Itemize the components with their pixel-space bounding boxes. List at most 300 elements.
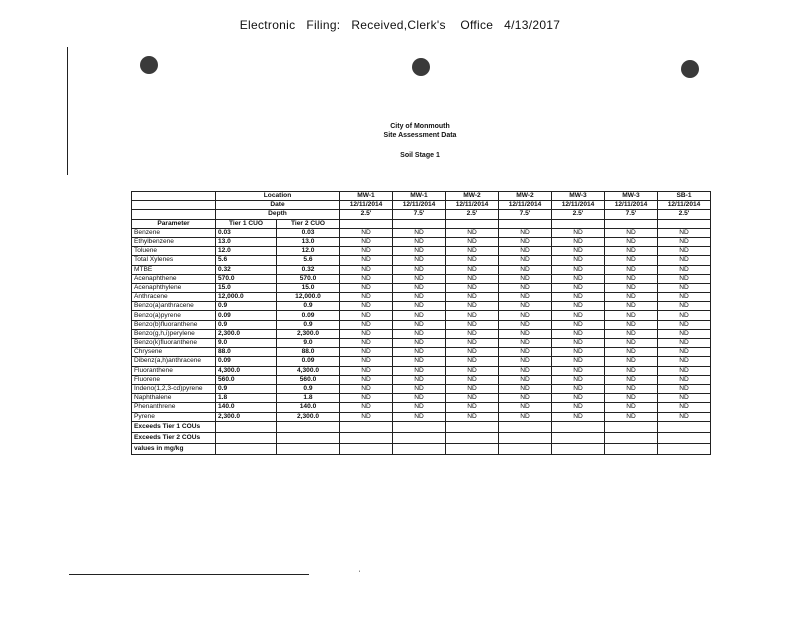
result-value: ND: [446, 247, 499, 256]
tier1-value: 0.9: [216, 384, 277, 393]
parameter-name: Benzo(g,h,i)perylene: [132, 329, 216, 338]
sample-date: 12/11/2014: [340, 201, 393, 210]
well-id: MW-1: [393, 192, 446, 201]
result-value: ND: [446, 320, 499, 329]
location-label: Location: [216, 192, 340, 201]
tier1-value: 0.09: [216, 311, 277, 320]
blank-cell: [132, 210, 216, 219]
result-value: ND: [393, 394, 446, 403]
table-row: [132, 394, 711, 403]
result-value: ND: [605, 348, 658, 357]
result-value: ND: [658, 302, 711, 311]
result-value: ND: [499, 302, 552, 311]
tier2-value: 13.0: [277, 237, 340, 246]
result-value: ND: [658, 366, 711, 375]
result-value: ND: [393, 265, 446, 274]
result-value: ND: [552, 283, 605, 292]
tier1-value: 0.03: [216, 228, 277, 237]
well-id: MW-1: [340, 192, 393, 201]
result-value: ND: [499, 366, 552, 375]
tier1-value: 140.0: [216, 403, 277, 412]
tier1-value: 560.0: [216, 375, 277, 384]
table-row: [132, 237, 711, 246]
result-value: ND: [340, 366, 393, 375]
table-row: [132, 375, 711, 384]
blank-cell: [446, 219, 499, 228]
result-value: ND: [499, 403, 552, 412]
parameter-name: Total Xylenes: [132, 256, 216, 265]
parameter-name: Benzo(a)pyrene: [132, 311, 216, 320]
tier1-value: 570.0: [216, 274, 277, 283]
result-value: ND: [446, 394, 499, 403]
tier2-value: 9.0: [277, 339, 340, 348]
result-value: ND: [552, 348, 605, 357]
result-value: ND: [552, 320, 605, 329]
result-value: ND: [340, 384, 393, 393]
result-value: ND: [499, 357, 552, 366]
result-value: ND: [340, 320, 393, 329]
table-row: [132, 348, 711, 357]
result-value: ND: [446, 302, 499, 311]
result-value: ND: [658, 311, 711, 320]
parameter-name: Indeno(1,2,3-cd)pyrene: [132, 384, 216, 393]
site-assessment-table: [131, 191, 711, 455]
result-value: ND: [393, 329, 446, 338]
sample-depth: 2.5': [340, 210, 393, 219]
sample-depth: 7.5': [605, 210, 658, 219]
blank-cell: [393, 443, 446, 454]
result-value: ND: [446, 375, 499, 384]
result-value: ND: [605, 357, 658, 366]
table-row: [132, 320, 711, 329]
result-value: ND: [393, 293, 446, 302]
result-value: ND: [499, 348, 552, 357]
tier1-value: 1.8: [216, 394, 277, 403]
result-value: ND: [605, 293, 658, 302]
sample-date: 12/11/2014: [393, 201, 446, 210]
table-row: [132, 329, 711, 338]
result-value: ND: [393, 228, 446, 237]
blank-cell: [499, 219, 552, 228]
blank-cell: [499, 421, 552, 432]
result-value: ND: [658, 228, 711, 237]
parameter-name: Benzo(a)anthracene: [132, 302, 216, 311]
blank-cell: [340, 443, 393, 454]
result-value: ND: [552, 256, 605, 265]
result-value: ND: [552, 357, 605, 366]
result-value: ND: [605, 403, 658, 412]
tier1-value: 0.09: [216, 357, 277, 366]
tier2-value: 5.6: [277, 256, 340, 265]
result-value: ND: [340, 293, 393, 302]
result-value: ND: [393, 237, 446, 246]
result-value: ND: [499, 384, 552, 393]
punch-hole: [681, 60, 699, 78]
blank-cell: [446, 432, 499, 443]
blank-cell: [605, 421, 658, 432]
sample-date: 12/11/2014: [499, 201, 552, 210]
blank-cell: [552, 219, 605, 228]
result-value: ND: [658, 283, 711, 292]
tier1-value: 0.9: [216, 320, 277, 329]
table-row: [132, 274, 711, 283]
result-value: ND: [658, 247, 711, 256]
footer-row: [132, 443, 711, 454]
parameter-name: Acenaphthene: [132, 274, 216, 283]
blank-cell: [132, 192, 216, 201]
blank-cell: [658, 421, 711, 432]
parameter-name: Naphthalene: [132, 394, 216, 403]
blank-cell: [216, 432, 277, 443]
tier1-header: Tier 1 CUO: [216, 219, 277, 228]
parameter-name: Toluene: [132, 247, 216, 256]
well-id: MW-2: [499, 192, 552, 201]
result-value: ND: [446, 274, 499, 283]
tier2-value: 560.0: [277, 375, 340, 384]
result-value: ND: [393, 366, 446, 375]
tier2-value: 0.9: [277, 320, 340, 329]
result-value: ND: [393, 256, 446, 265]
parameter-header-row: [132, 219, 711, 228]
result-value: ND: [499, 247, 552, 256]
title-line: Site Assessment Data: [383, 132, 457, 139]
tier2-value: 1.8: [277, 394, 340, 403]
blank-cell: [658, 219, 711, 228]
blank-cell: [499, 443, 552, 454]
result-value: ND: [605, 256, 658, 265]
tier1-value: 4,300.0: [216, 366, 277, 375]
result-value: ND: [499, 412, 552, 421]
result-value: ND: [552, 237, 605, 246]
tier2-value: 0.9: [277, 384, 340, 393]
result-value: ND: [340, 394, 393, 403]
location-row: [132, 192, 711, 201]
tier2-value: 0.32: [277, 265, 340, 274]
result-value: ND: [393, 357, 446, 366]
result-value: ND: [393, 339, 446, 348]
result-value: ND: [446, 311, 499, 320]
tier2-value: 570.0: [277, 274, 340, 283]
result-value: ND: [605, 375, 658, 384]
result-value: ND: [552, 265, 605, 274]
result-value: ND: [605, 329, 658, 338]
result-value: ND: [499, 339, 552, 348]
tier1-value: 2,300.0: [216, 329, 277, 338]
blank-cell: [552, 421, 605, 432]
result-value: ND: [552, 274, 605, 283]
table-row: [132, 228, 711, 237]
tier2-value: 2,300.0: [277, 412, 340, 421]
parameter-name: Phenanthrene: [132, 403, 216, 412]
blank-cell: [216, 443, 277, 454]
result-value: ND: [340, 247, 393, 256]
parameter-name: MTBE: [132, 265, 216, 274]
result-value: ND: [658, 274, 711, 283]
result-value: ND: [605, 283, 658, 292]
result-value: ND: [499, 228, 552, 237]
blank-cell: [605, 443, 658, 454]
result-value: ND: [340, 329, 393, 338]
result-value: ND: [499, 375, 552, 384]
footer-row: [132, 421, 711, 432]
parameter-name: Benzo(b)fluoranthene: [132, 320, 216, 329]
tier1-value: 9.0: [216, 339, 277, 348]
blank-cell: [658, 432, 711, 443]
result-value: ND: [605, 320, 658, 329]
sample-depth: 2.5': [446, 210, 499, 219]
blank-cell: [340, 421, 393, 432]
footer-label: Exceeds Tier 1 COUs: [132, 421, 216, 432]
tier2-value: 0.09: [277, 311, 340, 320]
result-value: ND: [658, 293, 711, 302]
result-value: ND: [552, 403, 605, 412]
parameter-name: Fluorene: [132, 375, 216, 384]
sample-depth: 2.5': [552, 210, 605, 219]
tier1-value: 13.0: [216, 237, 277, 246]
footer-label: values in mg/kg: [132, 443, 216, 454]
table-row: [132, 256, 711, 265]
result-value: ND: [605, 247, 658, 256]
result-value: ND: [446, 357, 499, 366]
parameter-name: Benzo(k)fluoranthene: [132, 339, 216, 348]
parameter-name: Fluoranthene: [132, 366, 216, 375]
result-value: ND: [446, 348, 499, 357]
tier2-value: 0.03: [277, 228, 340, 237]
table-row: [132, 283, 711, 292]
blank-cell: [446, 421, 499, 432]
table-row: [132, 357, 711, 366]
tier2-value: 88.0: [277, 348, 340, 357]
blank-cell: [277, 432, 340, 443]
result-value: ND: [658, 348, 711, 357]
result-value: ND: [393, 403, 446, 412]
result-value: ND: [605, 366, 658, 375]
table-row: [132, 311, 711, 320]
result-value: ND: [605, 265, 658, 274]
sample-date: 12/11/2014: [605, 201, 658, 210]
tier1-value: 2,300.0: [216, 412, 277, 421]
result-value: ND: [552, 302, 605, 311]
blank-cell: [340, 432, 393, 443]
result-value: ND: [340, 339, 393, 348]
blank-cell: [277, 421, 340, 432]
result-value: ND: [605, 394, 658, 403]
table-row: [132, 384, 711, 393]
result-value: ND: [393, 384, 446, 393]
tier1-value: 0.9: [216, 302, 277, 311]
tier2-value: 0.9: [277, 302, 340, 311]
footer-row: [132, 432, 711, 443]
tier2-value: 4,300.0: [277, 366, 340, 375]
result-value: ND: [658, 384, 711, 393]
blank-cell: [277, 443, 340, 454]
result-value: ND: [658, 237, 711, 246]
sample-date: 12/11/2014: [552, 201, 605, 210]
table-row: [132, 339, 711, 348]
table-row: [132, 293, 711, 302]
result-value: ND: [605, 311, 658, 320]
result-value: ND: [552, 311, 605, 320]
result-value: ND: [499, 329, 552, 338]
result-value: ND: [393, 375, 446, 384]
punch-hole: [140, 56, 158, 74]
table-row: [132, 412, 711, 421]
parameter-name: Anthracene: [132, 293, 216, 302]
result-value: ND: [499, 394, 552, 403]
result-value: ND: [605, 228, 658, 237]
depth-row: [132, 210, 711, 219]
result-value: ND: [552, 394, 605, 403]
blank-cell: [605, 219, 658, 228]
result-value: ND: [393, 311, 446, 320]
blank-cell: [658, 443, 711, 454]
blank-cell: [393, 421, 446, 432]
result-value: ND: [393, 302, 446, 311]
parameter-name: Pyrene: [132, 412, 216, 421]
scan-mark: ˈ: [358, 569, 361, 579]
sample-depth: 7.5': [499, 210, 552, 219]
result-value: ND: [446, 237, 499, 246]
signature-line: [69, 574, 309, 575]
result-value: ND: [658, 375, 711, 384]
result-value: ND: [552, 339, 605, 348]
result-value: ND: [605, 339, 658, 348]
result-value: ND: [552, 293, 605, 302]
result-value: ND: [499, 237, 552, 246]
parameter-name: Dibenz(a,h)anthracene: [132, 357, 216, 366]
well-id: MW-2: [446, 192, 499, 201]
margin-line: [67, 47, 68, 175]
result-value: ND: [393, 412, 446, 421]
blank-cell: [132, 201, 216, 210]
parameter-header: Parameter: [132, 219, 216, 228]
result-value: ND: [499, 265, 552, 274]
result-value: ND: [340, 302, 393, 311]
result-value: ND: [658, 265, 711, 274]
depth-label: Depth: [216, 210, 340, 219]
electronic-filing-header: Electronic Filing: Received,Clerk's Office 4/13/2017: [239, 18, 561, 32]
tier1-value: 88.0: [216, 348, 277, 357]
punch-hole: [412, 58, 430, 76]
result-value: ND: [446, 265, 499, 274]
result-value: ND: [499, 256, 552, 265]
result-value: ND: [605, 302, 658, 311]
tier2-value: 2,300.0: [277, 329, 340, 338]
result-value: ND: [499, 311, 552, 320]
blank-cell: [446, 443, 499, 454]
date-row: [132, 201, 711, 210]
tier2-value: 12,000.0: [277, 293, 340, 302]
result-value: ND: [446, 412, 499, 421]
result-value: ND: [446, 339, 499, 348]
blank-cell: [552, 432, 605, 443]
result-value: ND: [340, 228, 393, 237]
result-value: ND: [552, 375, 605, 384]
sample-depth: 2.5': [658, 210, 711, 219]
result-value: ND: [552, 329, 605, 338]
result-value: ND: [605, 412, 658, 421]
document-title: [300, 122, 540, 140]
result-value: ND: [340, 348, 393, 357]
result-value: ND: [393, 348, 446, 357]
result-value: ND: [340, 237, 393, 246]
result-value: ND: [393, 274, 446, 283]
result-value: ND: [446, 403, 499, 412]
table-row: [132, 403, 711, 412]
result-value: ND: [658, 329, 711, 338]
result-value: ND: [499, 283, 552, 292]
blank-cell: [499, 432, 552, 443]
tier2-header: Tier 2 CUO: [277, 219, 340, 228]
result-value: ND: [446, 366, 499, 375]
blank-cell: [393, 219, 446, 228]
result-value: ND: [446, 283, 499, 292]
tier1-value: 5.6: [216, 256, 277, 265]
sample-depth: 7.5': [393, 210, 446, 219]
result-value: ND: [340, 412, 393, 421]
result-value: ND: [552, 366, 605, 375]
result-value: ND: [499, 293, 552, 302]
result-value: ND: [446, 256, 499, 265]
result-value: ND: [658, 256, 711, 265]
sample-date: 12/11/2014: [446, 201, 499, 210]
tier1-value: 15.0: [216, 283, 277, 292]
result-value: ND: [552, 412, 605, 421]
table-row: [132, 302, 711, 311]
result-value: ND: [605, 384, 658, 393]
result-value: ND: [658, 339, 711, 348]
well-id: MW-3: [605, 192, 658, 201]
table-row: [132, 265, 711, 274]
well-id: SB-1: [658, 192, 711, 201]
result-value: ND: [340, 403, 393, 412]
document-subtitle: Soil Stage 1: [400, 152, 440, 159]
result-value: ND: [552, 384, 605, 393]
parameter-name: Chrysene: [132, 348, 216, 357]
result-value: ND: [605, 274, 658, 283]
result-value: ND: [446, 384, 499, 393]
result-value: ND: [340, 283, 393, 292]
result-value: ND: [658, 412, 711, 421]
well-id: MW-3: [552, 192, 605, 201]
result-value: ND: [340, 274, 393, 283]
result-value: ND: [446, 329, 499, 338]
result-value: ND: [658, 357, 711, 366]
result-value: ND: [499, 274, 552, 283]
result-value: ND: [393, 283, 446, 292]
result-value: ND: [393, 320, 446, 329]
table-row: [132, 247, 711, 256]
result-value: ND: [658, 320, 711, 329]
blank-cell: [216, 421, 277, 432]
footer-label: Exceeds Tier 2 COUs: [132, 432, 216, 443]
result-value: ND: [340, 357, 393, 366]
tier1-value: 12,000.0: [216, 293, 277, 302]
title-line: City of Monmouth: [390, 123, 450, 130]
result-value: ND: [446, 293, 499, 302]
blank-cell: [340, 219, 393, 228]
result-value: ND: [499, 320, 552, 329]
tier1-value: 0.32: [216, 265, 277, 274]
result-value: ND: [658, 394, 711, 403]
result-value: ND: [552, 247, 605, 256]
result-value: ND: [393, 247, 446, 256]
sample-date: 12/11/2014: [658, 201, 711, 210]
tier2-value: 15.0: [277, 283, 340, 292]
blank-cell: [393, 432, 446, 443]
result-value: ND: [340, 375, 393, 384]
parameter-name: Ethylbenzene: [132, 237, 216, 246]
